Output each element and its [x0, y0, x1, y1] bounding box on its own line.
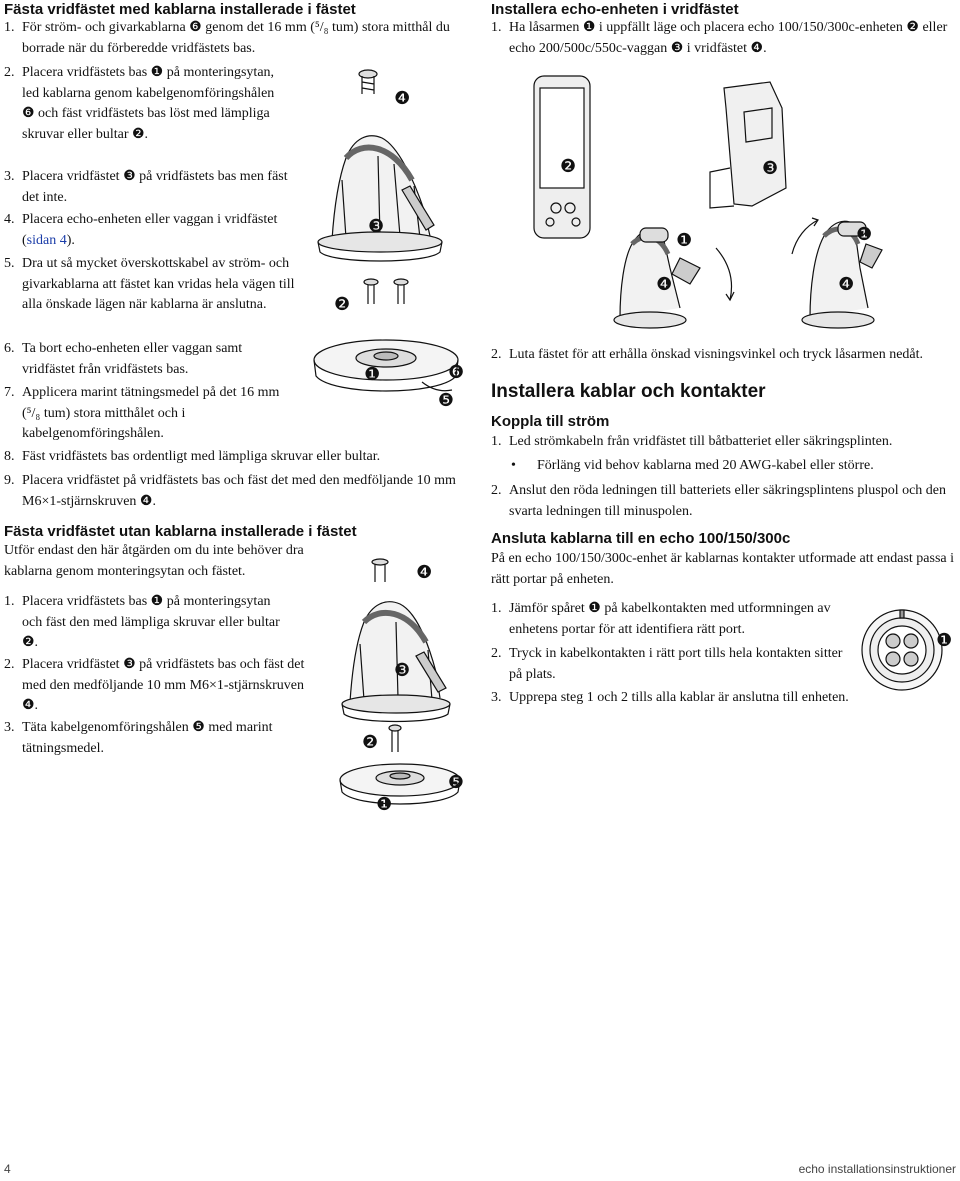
- callout-4c: ❹: [656, 274, 673, 295]
- callout-4: ❹: [394, 88, 411, 109]
- power-step-2: 2. Anslut den röda ledningen till batteriets eller säkringsplintens pluspol och den svarta ledningen till minuspolen.: [491, 483, 947, 519]
- section-heading-install-echo: Installera echo-enheten i vridfästet: [491, 1, 739, 18]
- section-heading-without-cables: Fästa vridfästet utan kablarna installerade i fästet: [4, 523, 357, 540]
- intro-without-cables: Utför endast den här åtgärden om du inte behöver dra kablarna genom monteringsytan och fästet.: [4, 543, 304, 579]
- step-3b: 3. Täta kabelgenomföringshålen ❺ med marint tätningsmedel.: [4, 720, 273, 756]
- callout-3: ❸: [368, 216, 385, 237]
- callout-5: ❺: [438, 390, 455, 411]
- callout-2: ❷: [334, 294, 351, 315]
- callout-3c: ❸: [762, 158, 779, 179]
- step-4a: 4. Placera echo-enheten eller vaggan i vridfästet (sidan 4).: [4, 212, 278, 248]
- intro-connect: På en echo 100/150/300c-enhet är kablarnas kontakter utformade att endast passa i rätt portar på enheten.: [491, 551, 955, 587]
- callout-2b: ❷: [362, 732, 379, 753]
- figure-mount-without-cables: [330, 552, 474, 814]
- section-heading-cables: Installera kablar och kontakter: [491, 381, 766, 402]
- step-2b: 2. Placera vridfästet ❸ på vridfästets bas och fäst det med den medföljande 10 mm M6×1-stjärnskruven ❹.: [4, 657, 305, 713]
- page-number: 4: [4, 1162, 11, 1176]
- power-bullet: • Förläng vid behov kablarna med 20 AWG-kabel eller större.: [511, 458, 874, 473]
- step-5a: 5. Dra ut så mycket överskottskabel av ström- och givarkablarna att fästet kan vridas hela vägen till alla önskade lägen när kablarna är anslutna.: [4, 256, 295, 312]
- callout-1c: ❶: [676, 230, 693, 251]
- callout-3b: ❸: [394, 660, 411, 681]
- step-2a: 2. Placera vridfästets bas ❶ på monteringsytan, led kablarna genom kabelgenomföringshålen ❻ och fäst vridfästets bas löst med lämpliga skruvar eller bultar ❷.: [4, 65, 275, 142]
- figure-install-echo: [520, 68, 920, 338]
- conn-step-1: 1. Jämför spåret ❶ på kabelkontakten med utformningen av enhetens portar för att identifiera rätt port.: [491, 601, 831, 637]
- callout-1e: ❶: [936, 630, 953, 651]
- callout-5b: ❺: [448, 772, 465, 793]
- step-1a: 1. För ström- och givarkablarna ❻ genom det 16 mm (⁵/₈ tum) stora mitthål du borrade när du förberedde vridfästets bas.: [4, 20, 450, 56]
- step-3a: 3. Placera vridfästet ❸ på vridfästets bas men fäst det inte.: [4, 169, 288, 205]
- step-7a: 7. Applicera marint tätningsmedel på det 16 mm (⁵/₈ tum) stora mitthålet och i kabelgenomföringshålen.: [4, 385, 280, 441]
- section-heading-with-cables: Fästa vridfästet med kablarna installerade i fästet: [4, 1, 356, 18]
- callout-1: ❶: [364, 364, 381, 385]
- page-link[interactable]: sidan 4: [26, 232, 67, 248]
- callout-6: ❻: [448, 362, 465, 383]
- footer-title: echo installationsinstruktioner: [798, 1162, 956, 1176]
- power-step-1: 1. Led strömkabeln från vridfästet till båtbatteriet eller säkringsplinten.: [491, 434, 893, 449]
- subheading-connect: Ansluta kablarna till en echo 100/150/300c: [491, 530, 791, 547]
- step-8a: 8. Fäst vridfästets bas ordentligt med lämpliga skruvar eller bultar.: [4, 449, 381, 464]
- subheading-power: Koppla till ström: [491, 413, 610, 430]
- callout-2c: ❷: [560, 156, 577, 177]
- step-1b: 1. Placera vridfästets bas ❶ på monteringsytan och fäst den med lämpliga skruvar eller bultar ❷.: [4, 594, 280, 650]
- conn-step-2: 2. Tryck in kabelkontakten i rätt port tills hela kontakten sitter på plats.: [491, 646, 843, 682]
- step-9a: 9. Placera vridfästet på vridfästets bas och fäst det med den medföljande 10 mm M6×1-stjärnskruven ❹.: [4, 473, 456, 509]
- figure-connector: [856, 606, 956, 694]
- figure-mount-with-cables: [302, 60, 474, 412]
- callout-4b: ❹: [416, 562, 433, 583]
- step-install-2: 2. Luta fästet för att erhålla önskad visningsvinkel och tryck låsarmen nedåt.: [491, 347, 924, 362]
- step-6a: 6. Ta bort echo-enheten eller vaggan samt vridfästet från vridfästets bas.: [4, 341, 243, 377]
- callout-4d: ❹: [838, 274, 855, 295]
- conn-step-3: 3. Upprepa steg 1 och 2 tills alla kablar är anslutna till enheten.: [491, 690, 849, 705]
- step-install-1: 1. Ha låsarmen ❶ i uppfällt läge och placera echo 100/150/300c-enheten ❷ eller echo 200/500c/550c-vaggan ❸ i vridfästet ❹.: [491, 20, 948, 56]
- callout-1b: ❶: [376, 794, 393, 814]
- callout-1d: ❶: [856, 224, 873, 245]
